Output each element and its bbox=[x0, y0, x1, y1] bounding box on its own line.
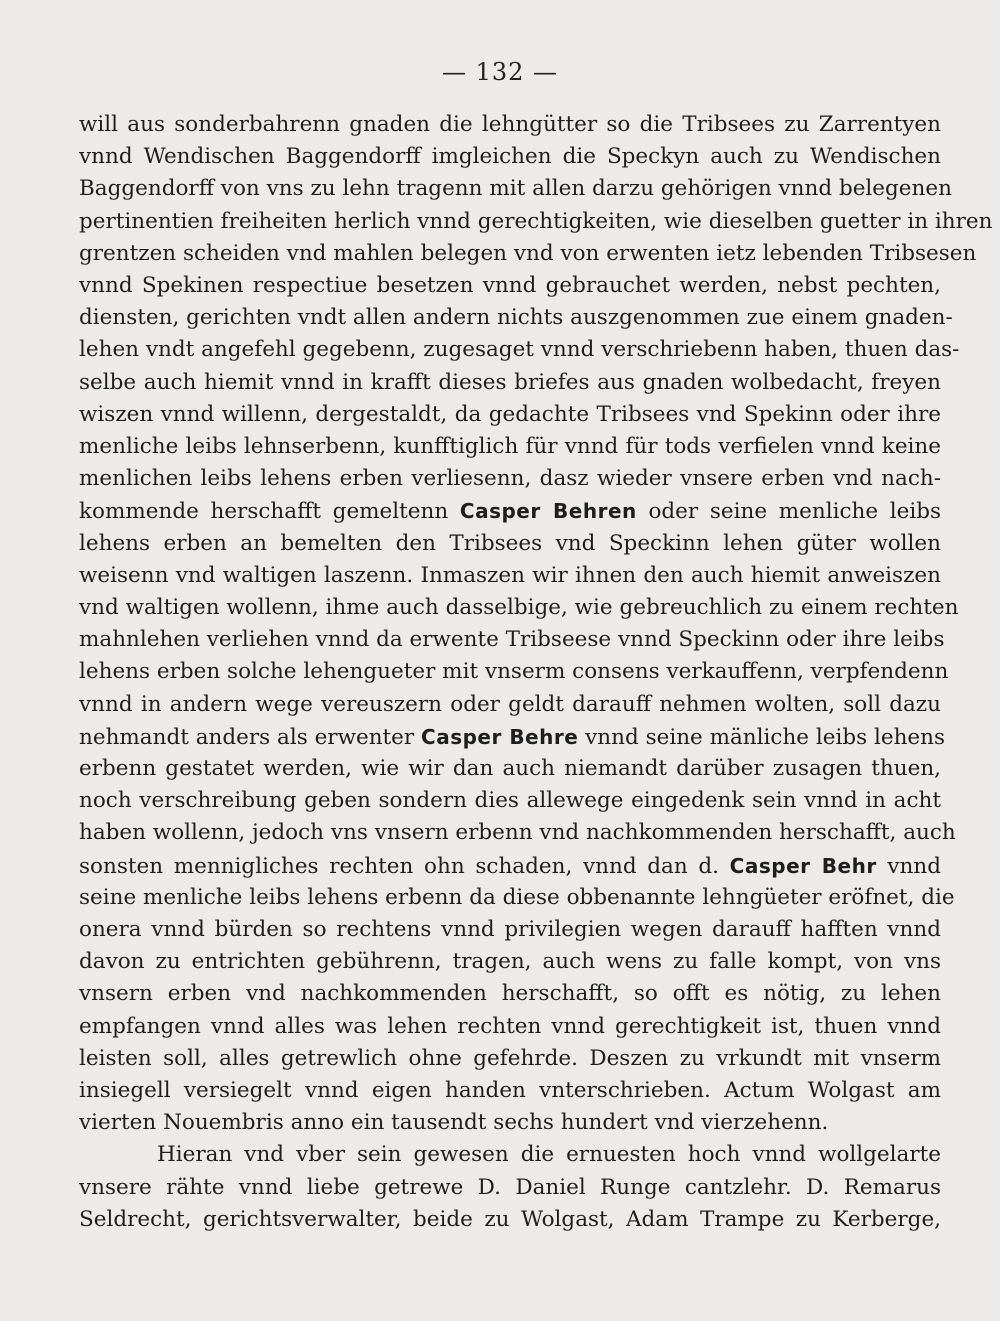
text-line: insiegell versiegelt vnnd eigen handen vnterschrieben. Actum Wolgast am bbox=[79, 1078, 941, 1103]
text-segment: oder seine menliche leibs bbox=[636, 499, 942, 525]
text-line: Seldrecht, gerichtsverwalter, beide zu Wolgast, Adam Trampe zu Kerberge, bbox=[79, 1206, 941, 1232]
text-line: onera vnnd bürden so rechtens vnnd privilegien wegen darauff hafften vnnd bbox=[79, 917, 941, 942]
page-number: — 132 — bbox=[441, 58, 559, 86]
text-line: wiszen vnnd willenn, dergestaldt, da gedachte Tribsees vnd Spekinn oder ihre bbox=[79, 401, 941, 427]
text-line bbox=[79, 849, 941, 883]
text-line: vnnd in andern wege vereuszern oder geldt darauff nehmen wolten, soll dazu bbox=[79, 691, 941, 717]
text-segment: vnnd bbox=[876, 853, 942, 879]
text-line: vnsern erben vnd nachkommenden herschafft, so offt es nötig, zu lehen bbox=[79, 981, 941, 1007]
text-line: erbenn gestatet werden, wie wir dan auch niemandt darüber zusagen thuen, bbox=[79, 756, 941, 781]
person-name: Casper Behre bbox=[421, 724, 579, 749]
text-line: vnnd Wendischen Baggendorff imgleichen die Speckyn auch zu Wendischen bbox=[79, 144, 941, 170]
person-name: Casper Behren bbox=[459, 499, 637, 524]
text-line: vnnd Spekinen respectiue besetzen vnnd gebrauchet werden, nebst pechten, bbox=[79, 273, 941, 298]
text-line: vierten Nouembris anno ein tausendt sechs hundert vnd vierzehenn. bbox=[79, 1110, 829, 1136]
text-line: weisenn vnd waltigen laszenn. Inmaszen wir ihnen den auch hiemit anweiszen bbox=[79, 562, 941, 588]
text-segment: vnnd seine mänliche leibs lehens bbox=[578, 724, 946, 750]
text-line: lehens erben an bemelten den Tribsees vnd Speckinn lehen güter wollen bbox=[79, 530, 941, 556]
text-line: grentzen scheiden vnd mahlen belegen vnd von erwenten ietz lebenden Tribsesen bbox=[79, 240, 977, 266]
text-line: haben wollenn, jedoch vns vnsern erbenn vnd nachkommenden herschafft, auch bbox=[79, 820, 956, 846]
text-line: will aus sonderbahrenn gnaden die lehngütter so die Tribsees zu Zarrentyen bbox=[79, 112, 941, 137]
text-line: menliche leibs lehnserbenn, kunfftiglich für vnnd für tods verfielen vnnd keine bbox=[79, 434, 941, 459]
text-line: lehens erben solche lehengueter mit vnserm consens verkauffenn, verpfendenn bbox=[79, 659, 949, 685]
text-segment: sonsten mennigliches rechten ohn schaden, vnnd dan d. bbox=[79, 853, 730, 879]
text-segment: nehmandt anders als erwenter bbox=[79, 724, 422, 750]
person-name: Casper Behr bbox=[729, 853, 877, 878]
text-line bbox=[79, 720, 946, 754]
text-line: empfangen vnnd alles was lehen rechten vnnd gerechtigkeit ist, thuen vnnd bbox=[79, 1013, 941, 1039]
text-line: selbe auch hiemit vnnd in krafft dieses briefes aus gnaden wolbedacht, freyen bbox=[79, 369, 941, 395]
text-segment: kommende herschafft gemeltenn bbox=[79, 499, 460, 525]
text-line: lehen vndt angefehl gegebenn, zugesaget vnnd verschriebenn haben, thuen das- bbox=[79, 337, 960, 363]
text-line: vnsere rähte vnnd liebe getrewe D. Daniel Runge cantzlehr. D. Remarus bbox=[79, 1174, 941, 1200]
text-line: Hieran vnd vber sein gewesen die ernuesten hoch vnnd wollgelarte bbox=[157, 1142, 941, 1168]
text-line: mahnlehen verliehen vnnd da erwente Tribseese vnnd Speckinn oder ihre leibs bbox=[79, 627, 945, 653]
text-line: leisten soll, alles getrewlich ohne gefehrde. Deszen zu vrkundt mit vnserm bbox=[79, 1045, 941, 1071]
text-line: Baggendorff von vns zu lehn tragenn mit allen darzu gehörigen vnnd belegenen bbox=[79, 176, 952, 202]
text-line bbox=[79, 494, 941, 528]
text-line: davon zu entrichten gebührenn, tragen, auch wens zu falle kompt, von vns bbox=[79, 949, 941, 975]
text-line: vnd waltigen wollenn, ihme auch dasselbige, wie gebreuchlich zu einem rechten bbox=[79, 595, 959, 620]
text-line: pertinentien freiheiten herlich vnnd gerechtigkeiten, wie dieselben guetter in ihren bbox=[79, 208, 993, 234]
text-line: noch verschreibung geben sondern dies allewege eingedenk sein vnnd in acht bbox=[79, 788, 941, 814]
text-line: menlichen leibs lehens erben verliesenn, dasz wieder vnsere erben vnd nach- bbox=[79, 466, 941, 492]
text-line: seine menliche leibs lehens erbenn da diese obbenannte lehngüeter eröfnet, die bbox=[79, 884, 955, 910]
text-line: diensten, gerichten vndt allen andern nichts auszgenommen zue einem gnaden- bbox=[79, 305, 953, 331]
